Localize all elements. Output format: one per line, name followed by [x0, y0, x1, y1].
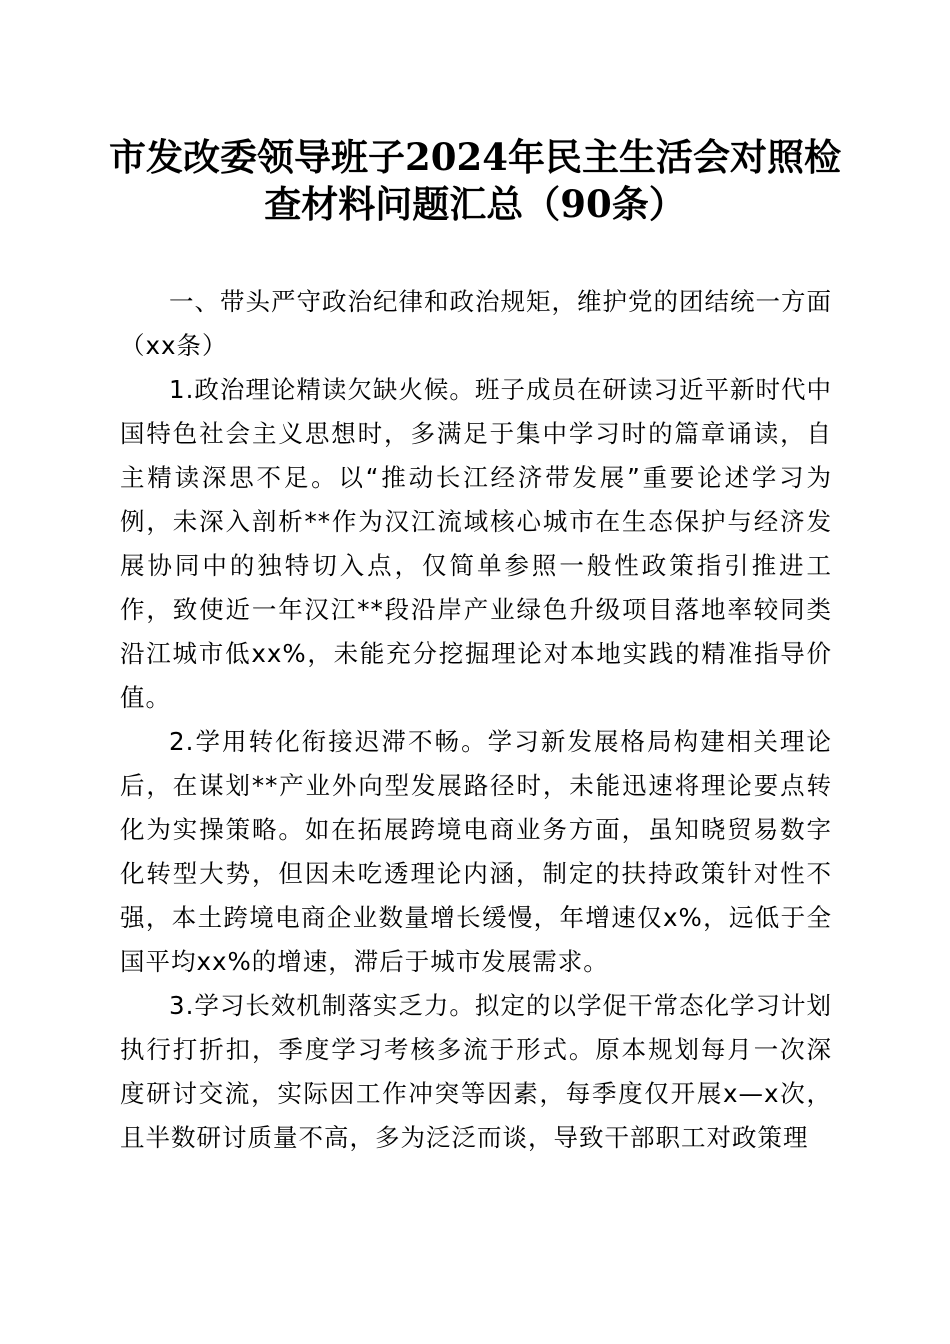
document-body	[120, 280, 832, 1160]
title-line-1: 市发改委领导班子2024年民主生活会对照检	[109, 135, 841, 179]
paragraph-3: 3.学习长效机制落实乏力。拟定的以学促干常态化学习计划执行打折扣，季度学习考核多流于形式。原本规划每月一次深度研讨交流，实际因工作冲突等因素，每季度仅开展x—x次，且半数研讨质量不高，多为泛泛而谈，导致干部职工对政策理	[120, 991, 832, 1152]
paragraph-2: 2.学用转化衔接迟滞不畅。学习新发展格局构建相关理论后，在谋划**产业外向型发展路径时，未能迅速将理论要点转化为实操策略。如在拓展跨境电商业务方面，虽知晓贸易数字化转型大势，但因未吃透理论内涵，制定的扶持政策针对性不强，本土跨境电商企业数量增长缓慢，年增速仅x%，远低于全国平均xx%的增速，滞后于城市发展需求。	[120, 727, 832, 976]
title-line-2: 查材料问题汇总（90条）	[264, 182, 686, 226]
section-heading: 一、带头严守政治纪律和政治规矩，维护党的团结统一方面（xx条）	[120, 287, 832, 360]
document-title	[100, 134, 850, 228]
paragraph-1: 1.政治理论精读欠缺火候。班子成员在研读习近平新时代中国特色社会主义思想时，多满足于集中学习时的篇章诵读，自主精读深思不足。以“推动长江经济带发展”重要论述学习为例，未深入剖析**作为汉江流域核心城市在生态保护与经济发展协同中的独特切入点，仅简单参照一般性政策指引推进工作，致使近一年汉江**段沿岸产业绿色升级项目落地率较同类沿江城市低xx%，未能充分挖掘理论对本地实践的精准指导价值。	[120, 375, 832, 712]
